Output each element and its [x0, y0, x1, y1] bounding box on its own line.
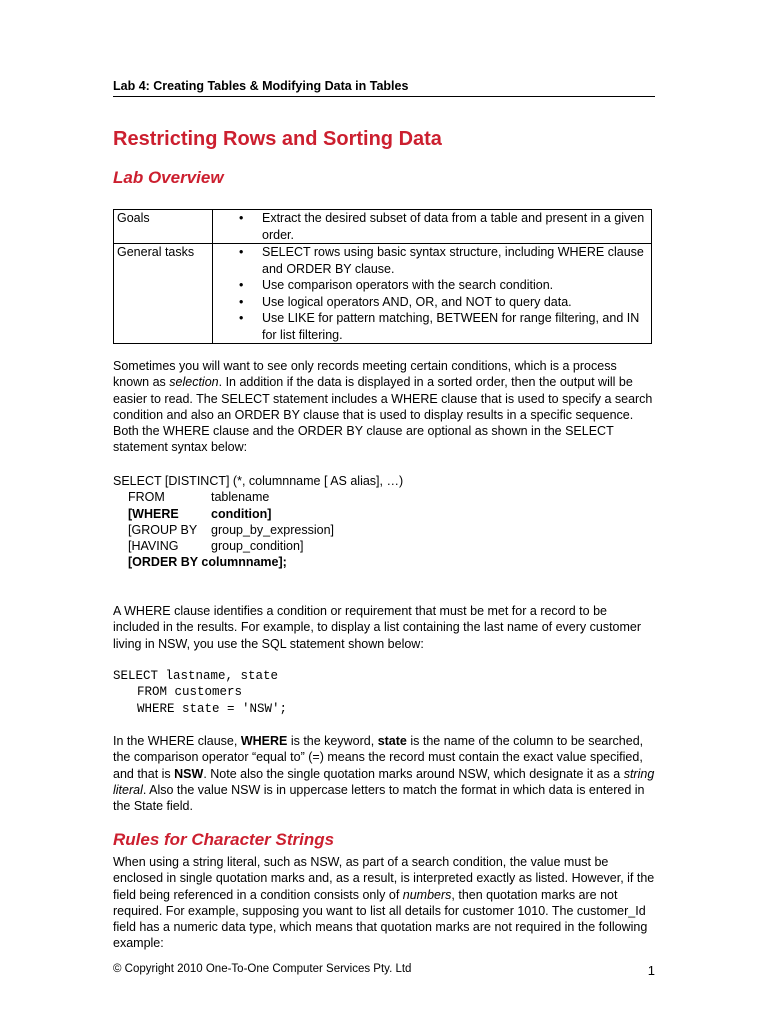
- goals-cell: [213, 210, 652, 244]
- syntax-keyword: [HAVING: [128, 539, 179, 554]
- bold-term: WHERE: [240, 734, 288, 748]
- syntax-value: group_condition]: [211, 539, 304, 554]
- overview-table: [113, 209, 652, 344]
- paragraph-where-explanation: [113, 733, 655, 814]
- text-run: is the name of the column to be searched, the comparison operator “equal to” (=) means the record must contain the exact value specified, and that is: [113, 734, 644, 781]
- goals-label: Goals: [114, 210, 213, 244]
- syntax-line: [113, 538, 403, 554]
- syntax-line: [113, 489, 403, 505]
- syntax-line: [113, 522, 403, 538]
- running-header: Lab 4: Creating Tables & Modifying Data in Tables: [113, 79, 655, 97]
- list-item: • Extract the desired subset of data from a table and present in a given order.: [216, 210, 648, 243]
- section-heading-overview: Lab Overview: [113, 168, 224, 187]
- syntax-keyword: [WHERE: [128, 506, 179, 521]
- text-run: When using a string literal, such as NSW, as part of a search condition, the value must be enclosed in single quotation marks and, as a result, is interpreted exactly as listed. However, if the field being referenced in a condition consists only of: [113, 855, 655, 902]
- syntax-line: [113, 554, 403, 570]
- text-run: . Note also the single quotation marks around NSW, which designate it as a: [203, 766, 624, 781]
- syntax-value: tablename: [211, 490, 270, 505]
- copyright-text: © Copyright 2010 One-To-One Computer Services Pty. Ltd: [113, 963, 412, 975]
- code-line: WHERE state = 'NSW';: [137, 701, 288, 716]
- syntax-keyword: [GROUP BY: [128, 522, 198, 537]
- section-heading-rules: Rules for Character Strings: [113, 830, 335, 849]
- sql-code-block: [113, 668, 287, 717]
- page-footer: [113, 963, 655, 978]
- text-run: . Also the value NSW is in uppercase letters to match the format in which data is entered in the State field.: [113, 782, 645, 814]
- syntax-keyword: [ORDER BY columnname];: [128, 555, 287, 570]
- syntax-value: condition]: [211, 506, 272, 521]
- page-number: 1: [647, 963, 655, 978]
- table-row-tasks: [114, 244, 652, 344]
- list-item: • Use logical operators AND, OR, and NOT to query data.: [216, 294, 648, 311]
- goals-list: [216, 210, 648, 243]
- select-syntax-block: [113, 473, 403, 571]
- paragraph-string-rules: [113, 854, 655, 952]
- italic-term: string literal: [113, 766, 655, 797]
- syntax-value: group_by_expression]: [211, 522, 334, 537]
- italic-term: selection: [169, 375, 219, 390]
- text-run: , then quotation marks are not required. For example, supposing you want to list all details for customer 1010. The customer_Id field has a numeric data type, which means that quotation marks are not required in the following example:: [113, 887, 648, 951]
- tasks-label: General tasks: [114, 244, 213, 344]
- bold-term: NSW: [174, 766, 204, 781]
- code-line: FROM customers: [137, 685, 243, 700]
- text-run: is the keyword,: [287, 734, 378, 748]
- list-item: • Use LIKE for pattern matching, BETWEEN for range filtering, and IN for list filtering.: [216, 310, 648, 343]
- list-item: • SELECT rows using basic syntax structure, including WHERE clause and ORDER BY clause.: [216, 244, 648, 277]
- text-run: Sometimes you will want to see only records meeting certain conditions, which is a process known as: [113, 359, 617, 390]
- italic-term: numbers: [402, 887, 452, 902]
- page-title: Restricting Rows and Sorting Data: [113, 128, 442, 150]
- text-run: In the WHERE clause,: [113, 734, 241, 748]
- table-row-goals: [114, 210, 652, 244]
- paragraph-where-clause: A WHERE clause identifies a condition or requirement that must be met for a record to be included in the results. For example, to display a list containing the last name of every customer living in NSW, you use the SQL statement shown below:: [113, 604, 642, 651]
- tasks-list: [216, 244, 648, 343]
- syntax-keyword: FROM: [128, 490, 165, 505]
- list-item: • Use comparison operators with the search condition.: [216, 277, 648, 294]
- syntax-line: [113, 506, 403, 522]
- tasks-cell: [213, 244, 652, 344]
- code-line: SELECT lastname, state: [113, 669, 279, 683]
- paragraph-selection: [113, 358, 655, 456]
- syntax-line: SELECT [DISTINCT] (*, columnname [ AS alias], …): [113, 474, 404, 488]
- text-run: . In addition if the data is displayed in a sorted order, then the output will be easier to read. The SELECT statement includes a WHERE clause that is used to specify a search condition and also an ORDER BY clause that is used to display results in a specific sequence. Both the WHERE clause and the ORDER BY clause are optional as shown in the SELECT statement syntax below:: [113, 375, 653, 455]
- bold-term: state: [377, 734, 407, 748]
